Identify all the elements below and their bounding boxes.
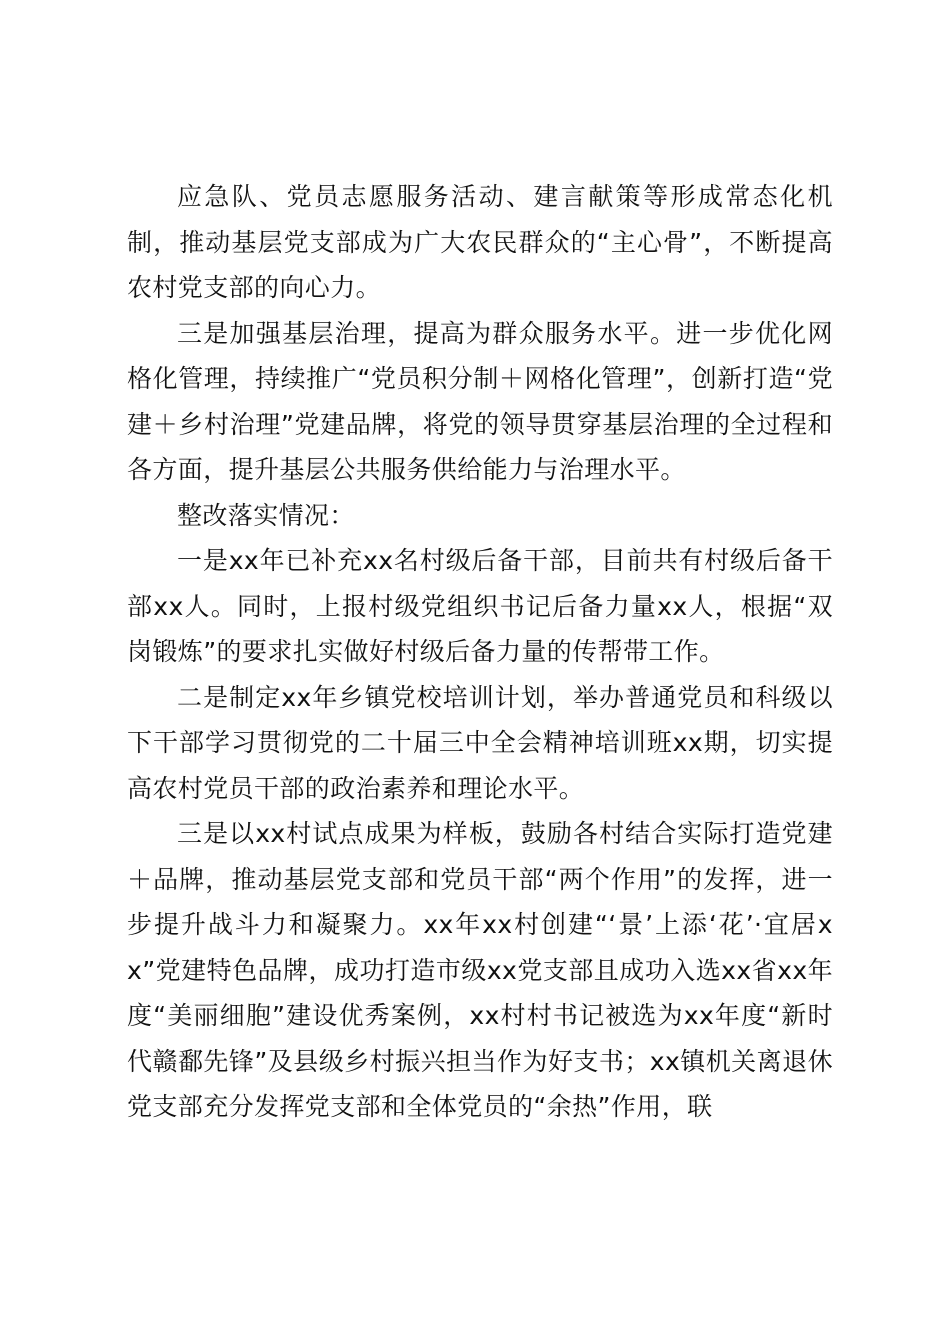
paragraph-5: 二是制定xx年乡镇党校培训计划，举办普通党员和科级以下干部学习贯彻党的二十届三中全会精神培训班xx期，切实提高农村党员干部的政治素养和理论水平。 xyxy=(127,682,833,803)
paragraph-4: 一是xx年已补充xx名村级后备干部，目前共有村级后备干部xx人。同时，上报村级党组织书记后备力量xx人，根据“双岗锻炼”的要求扎实做好村级后备力量的传帮带工作。 xyxy=(127,546,833,666)
document-body xyxy=(127,174,833,1130)
paragraph-2: 三是加强基层治理，提高为群众服务水平。进一步优化网格化管理，持续推广“党员积分制＋网格化管理”，创新打造“党建＋乡村治理”党建品牌，将党的领导贯穿基层治理的全过程和各方面，提升基层公共服务供给能力与治理水平。 xyxy=(127,318,833,484)
paragraph-3: 整改落实情况： xyxy=(177,500,355,530)
paragraph-6: 三是以xx村试点成果为样板，鼓励各村结合实际打造党建＋品牌，推动基层党支部和党员干部“两个作用”的发挥，进一步提升战斗力和凝聚力。xx年xx村创建“‘景’上添‘花’·宜居xx”党建特色品牌，成功打造市级xx党支部且成功入选xx省xx年度“美丽细胞”建设优秀案例，xx村村书记被选为xx年度“新时代赣鄱先锋”及县级乡村振兴担当作为好支书；xx镇机关离退休党支部充分发挥党支部和全体党员的“余热”作用，联 xyxy=(127,819,833,1121)
paragraph-1: 应急队、党员志愿服务活动、建言献策等形成常态化机制，推动基层党支部成为广大农民群众的“主心骨”，不断提高农村党支部的向心力。 xyxy=(127,182,833,302)
